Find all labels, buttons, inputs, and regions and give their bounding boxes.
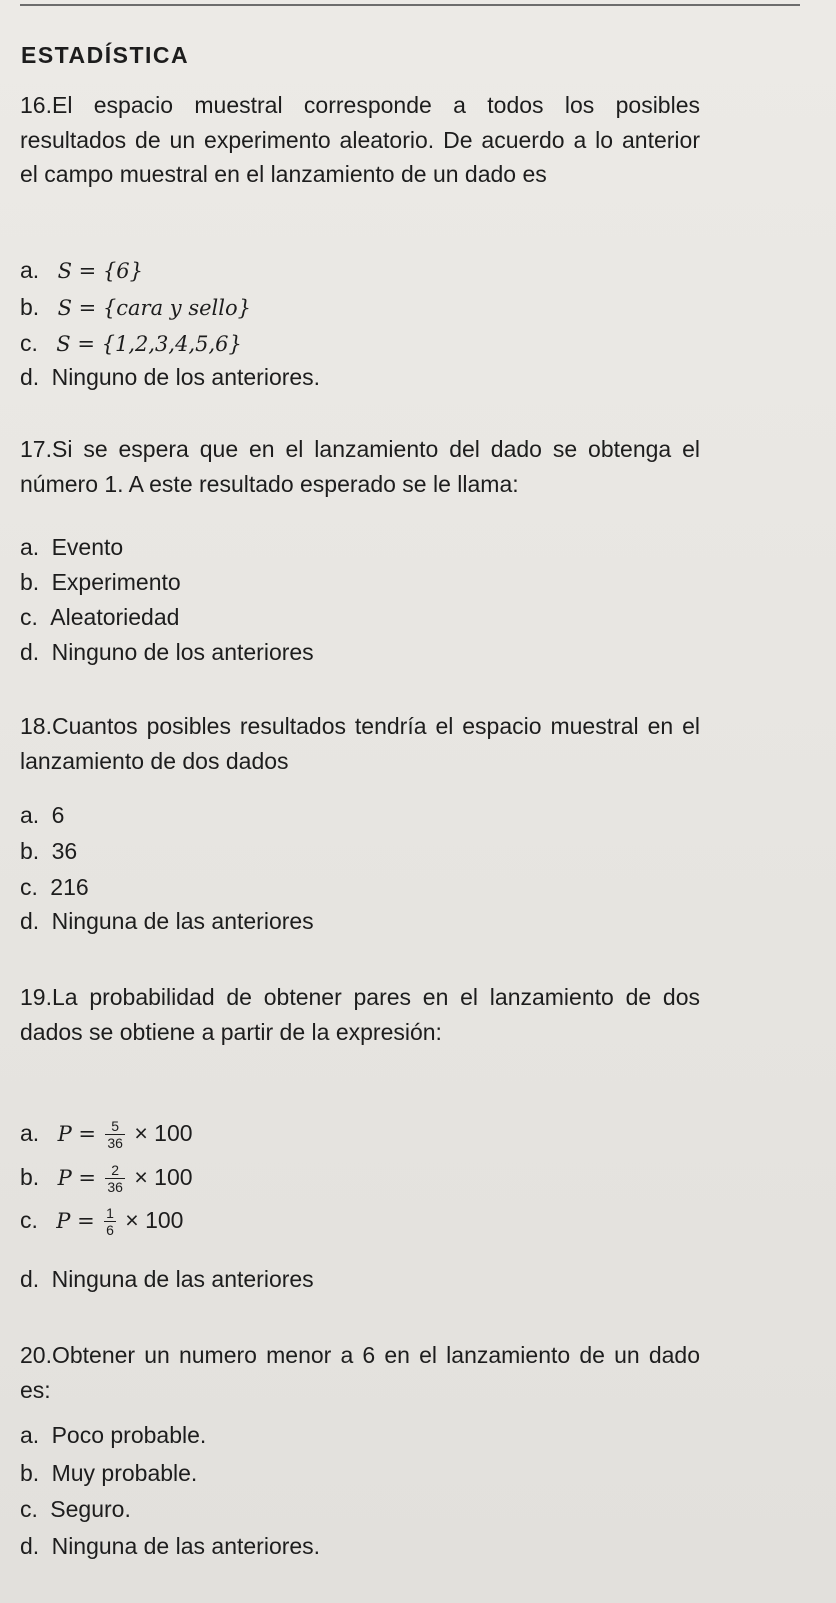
q18-option-a[interactable] <box>20 800 64 830</box>
q16-option-b[interactable] <box>20 292 251 323</box>
option-label: b. <box>20 838 40 864</box>
option-label: c. <box>20 1207 38 1233</box>
option-label: a. <box>20 257 40 283</box>
option-text: Evento <box>51 534 124 560</box>
page-title: ESTADÍSTICA <box>21 42 190 68</box>
option-text: Muy probable. <box>51 1460 198 1486</box>
numerator: 1 <box>106 1205 114 1222</box>
question-20-text: 20.Obtener un numero menor a 6 en el lanzamiento de un dado es: <box>20 1342 700 1403</box>
numerator: 2 <box>105 1162 125 1179</box>
option-text: Experimento <box>51 569 181 595</box>
option-text: Ninguna de las anteriores. <box>51 1533 321 1559</box>
q17-option-c[interactable] <box>20 602 179 632</box>
option-text: Ninguno de los anteriores <box>51 639 314 665</box>
option-math: S = {cara y sello} <box>57 296 251 320</box>
q19-option-c[interactable] <box>20 1205 183 1238</box>
q19-option-a[interactable] <box>20 1118 193 1151</box>
fraction <box>105 1162 125 1195</box>
option-label: d. <box>20 364 40 390</box>
q18-option-d[interactable] <box>20 906 314 936</box>
fraction <box>105 1118 125 1151</box>
option-label: a. <box>20 802 40 828</box>
option-label: c. <box>20 604 38 630</box>
option-label: a. <box>20 534 40 560</box>
option-math: S = {6} <box>57 259 143 283</box>
fraction <box>104 1205 116 1238</box>
option-text: Seguro. <box>50 1496 131 1522</box>
option-math-suffix: × 100 <box>125 1207 184 1233</box>
option-label: b. <box>20 294 40 320</box>
option-text: Ninguna de las anteriores <box>51 1266 314 1292</box>
q17-option-a[interactable] <box>20 532 123 562</box>
q18-option-c[interactable] <box>20 872 89 902</box>
top-rule <box>20 4 800 6</box>
option-label: c. <box>20 330 38 356</box>
option-label: c. <box>20 874 38 900</box>
option-math-suffix: × 100 <box>134 1120 193 1146</box>
numerator: 5 <box>105 1118 125 1135</box>
q20-option-c[interactable] <box>20 1494 131 1524</box>
option-text: 216 <box>50 874 89 900</box>
q17-option-b[interactable] <box>20 567 181 597</box>
option-math-prefix: P = <box>57 1166 96 1190</box>
q17-option-d[interactable] <box>20 637 314 667</box>
option-label: a. <box>20 1120 40 1146</box>
option-label: b. <box>20 1460 40 1486</box>
option-label: b. <box>20 1164 40 1190</box>
q16-option-a[interactable] <box>20 255 143 286</box>
option-text: Ninguno de los anteriores. <box>51 364 321 390</box>
q20-option-b[interactable] <box>20 1458 197 1488</box>
question-18-text: 18.Cuantos posibles resultados tendría el espacio muestral en el lanzamiento de dos dados <box>20 713 700 774</box>
question-19-text: 19.La probabilidad de obtener pares en el lanzamiento de dos dados se obtiene a partir de la expresión: <box>20 984 700 1045</box>
option-math-prefix: P = <box>57 1122 96 1146</box>
q18-option-b[interactable] <box>20 836 77 866</box>
option-text: Ninguna de las anteriores <box>51 908 314 934</box>
question-16-text: 16.El espacio muestral corresponde a todos los posibles resultados de un experimento aleatorio. De acuerdo a lo anterior el campo muestral en el lanzamiento de un dado es <box>20 92 700 187</box>
denominator: 6 <box>106 1222 114 1239</box>
option-math-prefix: P = <box>56 1209 95 1233</box>
option-label: d. <box>20 908 40 934</box>
option-label: b. <box>20 569 40 595</box>
q16-option-c[interactable] <box>20 328 242 359</box>
option-label: d. <box>20 639 40 665</box>
option-label: d. <box>20 1266 40 1292</box>
q19-option-b[interactable] <box>20 1162 193 1195</box>
option-label: a. <box>20 1422 40 1448</box>
option-label: d. <box>20 1533 40 1559</box>
q20-option-a[interactable] <box>20 1420 206 1450</box>
q16-option-d[interactable] <box>20 362 320 392</box>
option-text: Poco probable. <box>51 1422 207 1448</box>
q19-option-d[interactable] <box>20 1264 314 1294</box>
question-17-text: 17.Si se espera que en el lanzamiento del dado se obtenga el número 1. A este resultado esperado se le llama: <box>20 436 700 497</box>
denominator: 36 <box>107 1135 123 1152</box>
option-text: 6 <box>51 802 65 828</box>
option-label: c. <box>20 1496 38 1522</box>
option-math-suffix: × 100 <box>134 1164 193 1190</box>
option-text: 36 <box>51 838 78 864</box>
option-math: S = {1,2,3,4,5,6} <box>56 332 242 356</box>
option-text: Aleatoriedad <box>50 604 180 630</box>
denominator: 36 <box>107 1179 123 1196</box>
q20-option-d[interactable] <box>20 1531 320 1561</box>
